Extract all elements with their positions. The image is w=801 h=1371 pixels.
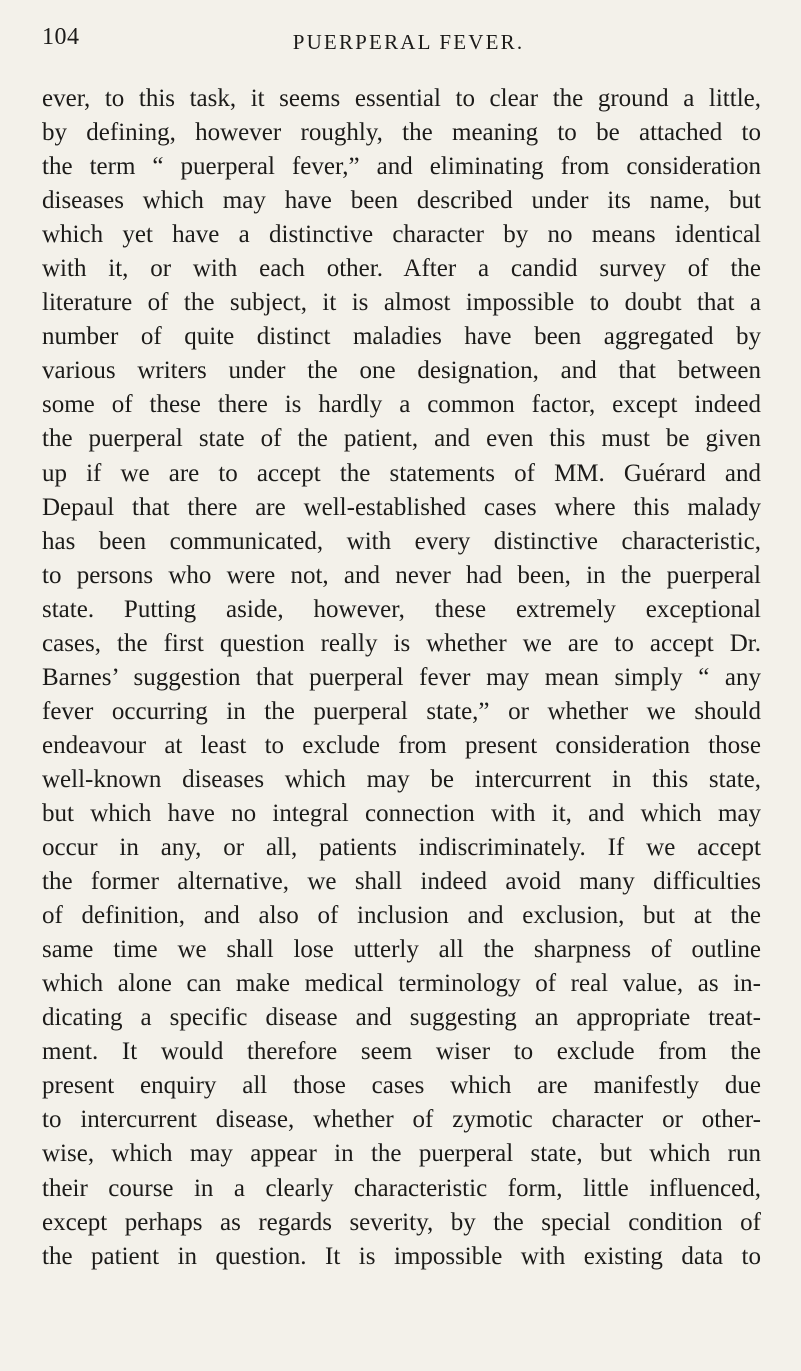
text-line: state. Putting aside, however, these extremely exceptional bbox=[42, 595, 761, 623]
text-line: number of quite distinct maladies have been aggregated by bbox=[42, 323, 761, 351]
text-line: to persons who were not, and never had been, in the puerperal bbox=[42, 561, 761, 589]
text-line: literature of the subject, it is almost impossible to doubt that a bbox=[42, 289, 761, 317]
text-line: by defining, however roughly, the meaning to be attached to bbox=[42, 119, 761, 147]
text-line: diseases which may have been described under its name, but bbox=[42, 187, 761, 215]
text-line: Barnes’ suggestion that puerperal fever may mean simply “ any bbox=[42, 663, 761, 691]
text-line: same time we shall lose utterly all the sharpness of outline bbox=[42, 936, 761, 964]
text-line: of definition, and also of inclusion and exclusion, but at the bbox=[42, 902, 761, 930]
text-line: occur in any, or all, patients indiscriminately. If we accept bbox=[42, 834, 761, 862]
text-line: except perhaps as regards severity, by the special condition of bbox=[42, 1208, 761, 1236]
text-line: present enquiry all those cases which are manifestly due bbox=[42, 1072, 761, 1100]
text-line: cases, the first question really is whether we are to accept Dr. bbox=[42, 629, 761, 657]
text-line: with it, or with each other. After a candid survey of the bbox=[42, 255, 761, 283]
text-line: their course in a clearly characteristic form, little influenced, bbox=[42, 1174, 761, 1202]
text-line: wise, which may appear in the puerperal state, but which run bbox=[42, 1140, 761, 1168]
text-line: some of these there is hardly a common factor, except indeed bbox=[42, 391, 761, 419]
page-number: 104 bbox=[42, 24, 80, 50]
text-line: the puerperal state of the patient, and even this must be given bbox=[42, 425, 761, 453]
text-line: Depaul that there are well-established cases where this malady bbox=[42, 493, 761, 521]
running-title: PUERPERAL FEVER. bbox=[292, 30, 525, 54]
text-line: the former alternative, we shall indeed avoid many difficulties bbox=[42, 868, 761, 896]
text-line: fever occurring in the puerperal state,” or whether we should bbox=[42, 697, 761, 725]
text-line: dicating a specific disease and suggesting an appropriate treat- bbox=[42, 1004, 761, 1032]
running-head bbox=[42, 0, 761, 82]
text-line: the patient in question. It is impossible with existing data to bbox=[42, 1242, 761, 1270]
text-line: endeavour at least to exclude from present consideration those bbox=[42, 731, 761, 759]
text-line: the term “ puerperal fever,” and eliminating from consideration bbox=[42, 153, 761, 181]
text-line: ever, to this task, it seems essential to clear the ground a little, bbox=[42, 85, 761, 112]
text-line: has been communicated, with every distinctive characteristic, bbox=[42, 527, 761, 555]
text-line: to intercurrent disease, whether of zymotic character or other- bbox=[42, 1106, 761, 1134]
text-line: which alone can make medical terminology of real value, as in- bbox=[42, 970, 761, 998]
text-line: which yet have a distinctive character by no means identical bbox=[42, 221, 761, 249]
body-text bbox=[42, 82, 761, 1274]
text-line: ment. It would therefore seem wiser to exclude from the bbox=[42, 1038, 761, 1066]
text-line: up if we are to accept the statements of MM. Guérard and bbox=[42, 459, 761, 487]
text-line: well-known diseases which may be intercurrent in this state, bbox=[42, 765, 761, 793]
text-line: but which have no integral connection with it, and which may bbox=[42, 799, 761, 827]
text-line: various writers under the one designation, and that between bbox=[42, 357, 761, 385]
